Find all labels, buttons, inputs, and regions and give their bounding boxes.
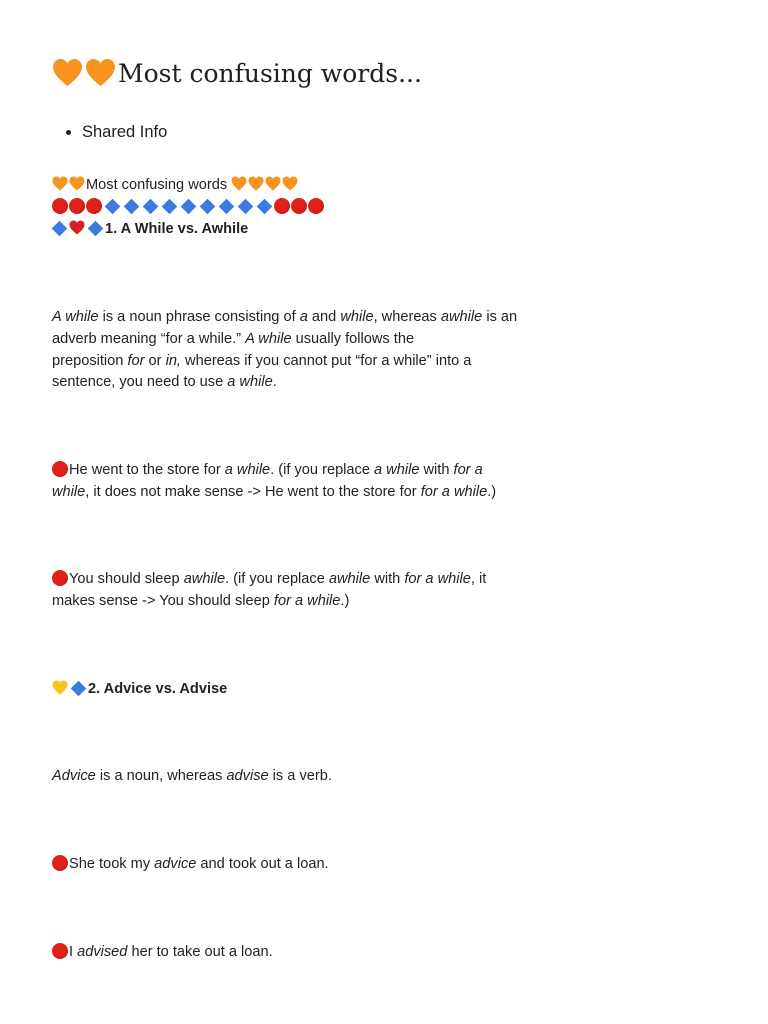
text-run: , whereas	[373, 309, 441, 325]
section1-example-1	[52, 460, 552, 504]
blue-diamond-icon	[52, 220, 68, 236]
orange-heart-icon	[248, 176, 264, 191]
section2-example-1	[52, 854, 552, 876]
italic-term: awhile	[440, 309, 483, 325]
text-run: He went to the store for	[69, 462, 225, 478]
italic-term: A while	[245, 330, 292, 347]
italic-term: a while	[374, 462, 420, 478]
italic-term: a while	[224, 462, 271, 478]
italic-term: advise	[226, 768, 269, 784]
text-run: .)	[487, 483, 497, 500]
page-title	[52, 58, 422, 88]
orange-heart-icon	[85, 58, 116, 87]
blue-diamond-icon	[200, 199, 216, 215]
red-circle-icon	[291, 198, 307, 214]
text-run: or	[144, 352, 166, 369]
text-run: is a verb.	[268, 768, 332, 784]
orange-heart-icon	[52, 58, 83, 87]
text-run: You should sleep	[69, 571, 184, 587]
italic-term: for a while	[273, 592, 341, 609]
example-text	[69, 856, 329, 872]
text-run: and took out a loan.	[196, 856, 329, 872]
list-item[interactable]: • Shared Info	[82, 120, 167, 144]
orange-heart-icon	[231, 176, 247, 191]
text-run: I	[69, 944, 78, 960]
intro-heading-text: Most confusing words	[86, 177, 228, 193]
orange-heart-icon	[282, 176, 298, 191]
italic-term: for a while	[420, 483, 488, 500]
italic-term: advised	[77, 944, 128, 960]
italic-term: a	[299, 309, 308, 325]
example-line	[52, 460, 552, 482]
blue-diamond-icon	[143, 199, 159, 215]
italic-term: A while	[52, 309, 99, 325]
text-run: makes sense -> You should sleep	[52, 592, 274, 609]
section2-definition	[52, 766, 552, 788]
page-title-text: Most confusing words...	[118, 59, 422, 88]
intro-block	[52, 175, 552, 240]
text-run: whereas if you cannot put “for a while” into a	[181, 352, 472, 369]
italic-term: while	[340, 309, 374, 325]
section2-heading-block	[52, 679, 552, 701]
blue-diamond-icon	[181, 199, 197, 215]
text-run: and	[307, 309, 341, 325]
section2-heading-text: 2. Advice vs. Advise	[88, 681, 228, 697]
blue-diamond-icon	[105, 199, 121, 215]
section2-heading	[52, 679, 552, 701]
italic-term: for a while	[404, 571, 471, 587]
definition-line	[52, 372, 552, 394]
blue-diamond-icon	[219, 199, 235, 215]
orange-heart-icon	[69, 176, 85, 191]
yellow-heart-icon	[52, 680, 68, 695]
red-circle-icon	[52, 461, 68, 477]
text-run: She took my	[69, 856, 155, 872]
orange-heart-icon	[265, 176, 281, 191]
blue-diamond-icon	[88, 220, 104, 236]
blue-diamond-icon	[71, 681, 87, 697]
red-circle-icon	[52, 943, 68, 959]
text-run: her to take out a loan.	[127, 944, 273, 960]
italic-term: awhile	[328, 571, 371, 587]
definition-line	[52, 329, 552, 351]
example-line	[52, 942, 552, 964]
italic-term: a while	[227, 374, 273, 391]
section1-example-2	[52, 569, 552, 613]
blue-diamond-icon	[238, 199, 254, 215]
example-line	[52, 482, 552, 504]
section1-heading-text: 1. A While vs. Awhile	[105, 220, 249, 237]
red-circle-icon	[52, 855, 68, 871]
definition-line	[52, 307, 552, 329]
text-run: sentence, you need to use	[52, 374, 228, 391]
text-run: adverb meaning “for a while.”	[52, 330, 246, 347]
text-run: is a noun, whereas	[95, 768, 227, 784]
text-run: . (if you replace	[270, 462, 375, 478]
text-run: .)	[340, 592, 350, 609]
example-text	[69, 571, 486, 587]
section1-definition	[52, 307, 552, 394]
blue-diamond-icon	[124, 199, 140, 215]
text-run: is an	[482, 309, 518, 325]
italic-term: for	[127, 352, 145, 369]
text-run: is a noun phrase consisting of	[98, 309, 300, 325]
red-circle-icon	[86, 198, 102, 214]
italic-term: awhile	[183, 571, 226, 587]
text-run: .	[272, 374, 277, 391]
example-text	[69, 462, 483, 478]
red-heart-icon	[69, 220, 85, 235]
example-text	[69, 944, 273, 960]
orange-heart-icon	[52, 176, 68, 191]
text-run: . (if you replace	[225, 571, 329, 587]
red-circle-icon	[274, 198, 290, 214]
emoji-divider-line	[52, 197, 552, 219]
text-run: , it does not make sense -> He went to the store for	[85, 483, 421, 500]
red-circle-icon	[69, 198, 85, 214]
italic-term: in,	[165, 352, 181, 369]
red-circle-icon	[52, 198, 68, 214]
blue-diamond-icon	[162, 199, 178, 215]
red-circle-icon	[52, 570, 68, 586]
definition-line	[52, 351, 552, 373]
italic-term: while	[52, 483, 86, 500]
text-run: , it	[470, 571, 487, 587]
blue-diamond-icon	[257, 199, 273, 215]
text-run: preposition	[52, 352, 128, 369]
example-line	[52, 854, 552, 876]
text-run: with	[370, 571, 405, 587]
section1-heading	[52, 219, 552, 241]
definition-line	[52, 766, 552, 788]
italic-term: for a	[453, 462, 483, 478]
intro-heading-line	[52, 175, 552, 197]
example-line	[52, 569, 552, 591]
italic-term: advice	[154, 856, 197, 872]
example-line	[52, 591, 552, 613]
italic-term: Advice	[52, 768, 96, 784]
text-run: with	[419, 462, 454, 478]
red-circle-icon	[308, 198, 324, 214]
bullet-list	[52, 120, 167, 144]
text-run: usually follows the	[291, 330, 415, 347]
section2-example-2	[52, 942, 552, 964]
